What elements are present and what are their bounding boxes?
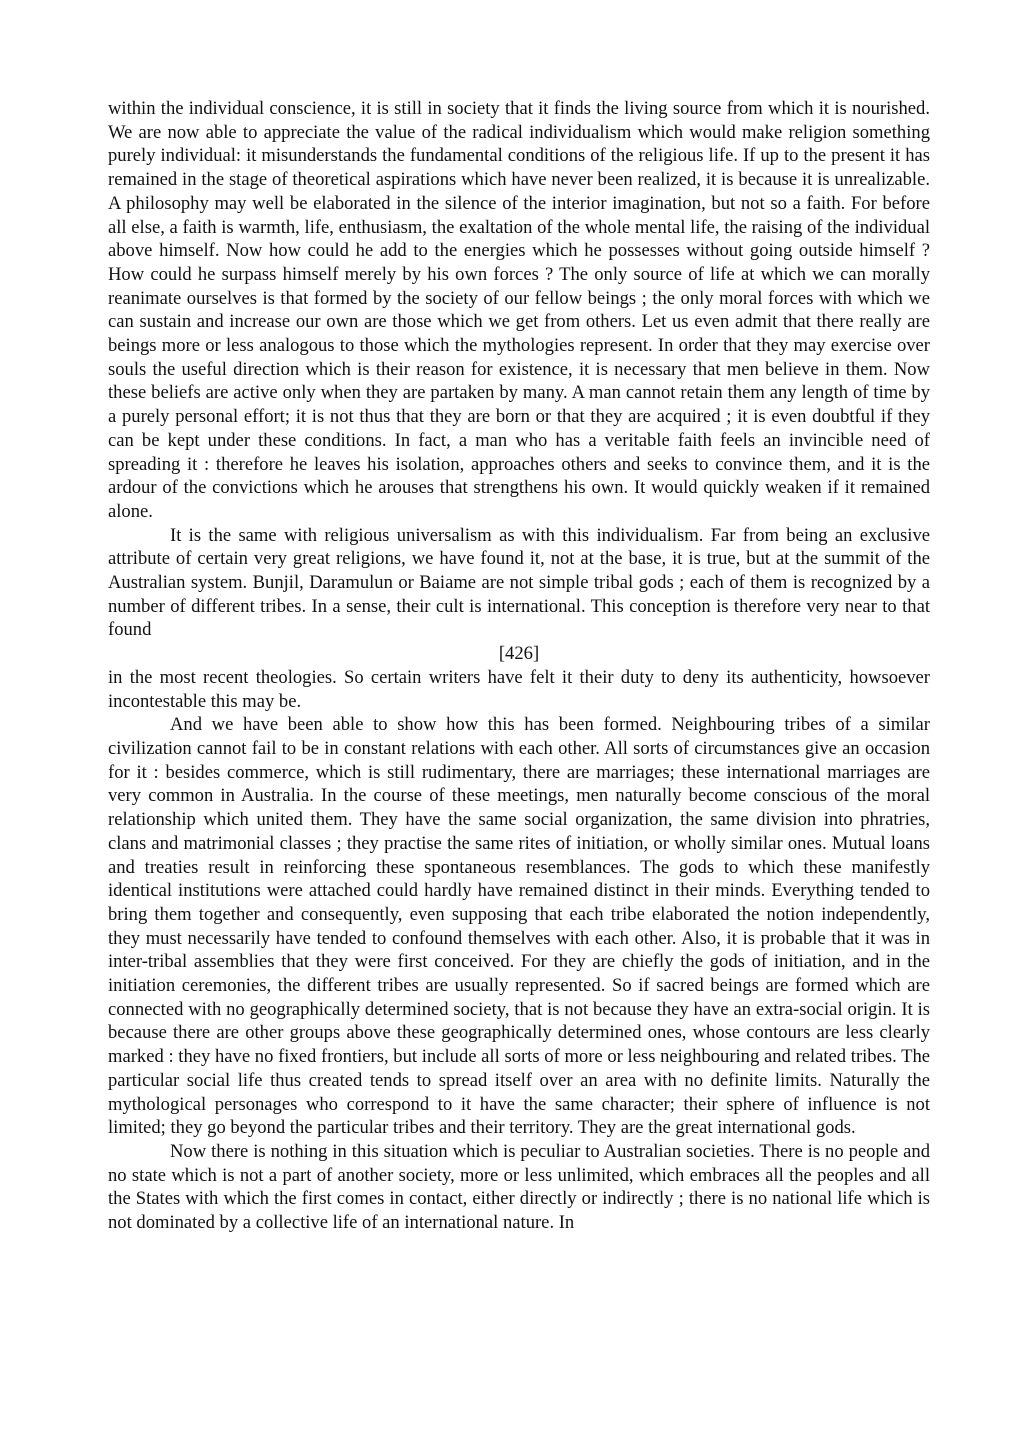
paragraph-continuation: in the most recent theologies. So certain writers have felt it their duty to deny its authenticity, howsoever incontestable this may be. [108,666,930,712]
document-page [108,97,930,1235]
paragraph-international: Now there is nothing in this situation which is peculiar to Australian societies. There is no people and no state which is not a part of another society, more or less unlimited, which embraces all the peoples and all the States with which the first comes in contact, either directly or indirectly ; there is no national life which is not dominated by a collective life of an international nature. In [108,1140,930,1234]
page-number: [426] [498,643,540,665]
paragraph-formation: And we have been able to show how this has been formed. Neighbouring tribes of a similar civilization cannot fail to be in constant relations with each other. All sorts of circumstances give an occasion for it : besides commerce, which is still rudimentary, there are marriages; these international marriages are very common in Australia. In the course of these meetings, men naturally become conscious of the moral relationship which united them. They have the same social organization, the same division into phratries, clans and matrimonial classes ; they practise the same rites of initiation, or wholly similar ones. Mutual loans and treaties result in reinforcing these spontaneous resemblances. The gods to which these manifestly identical institutions were attached could hardly have remained distinct in their minds. Everything tended to bring them together and consequently, even supposing that each tribe elaborated the notion independently, they must necessarily have tended to confound themselves with each other. Also, it is probable that it was in inter-tribal assemblies that they were first conceived. For they are chiefly the gods of initiation, and in the initiation ceremonies, the different tribes are usually represented. So if sacred beings are formed which are connected with no geographically determined society, that is not because they have an extra-social origin. It is because there are other groups above these geographically determined ones, whose contours are less clearly marked : they have no fixed frontiers, but include all sorts of more or less neighbouring and related tribes. The particular social life thus created tends to spread itself over an area with no definite limits. Naturally the mythological personages who correspond to it have the same character; their sphere of influence is not limited; they go beyond the particular tribes and their territory. They are the great international gods. [108,714,930,1139]
paragraph-universalism: It is the same with religious universalism as with this individualism. Far from being an exclusive attribute of certain very great religions, we have found it, not at the base, it is true, but at the summit of the Australian system. Bunjil, Daramulun or Baiame are not simple tribal gods ; each of them is recognized by a number of different tribes. In a sense, their cult is international. This conception is therefore very near to that found [108,524,930,641]
paragraph-individualism: within the individual conscience, it is still in society that it finds the living source from which it is nourished. We are now able to appreciate the value of the radical individualism which would make religion something purely individual: it misunderstands the fundamental conditions of the religious life. If up to the present it has remained in the stage of theoretical aspirations which have never been realized, it is because it is unrealizable. A philosophy may well be elaborated in the silence of the interior imagination, but not so a faith. For before all else, a faith is warmth, life, enthusiasm, the exaltation of the whole mental life, the raising of the individual above himself. Now how could he add to the energies which he possesses without going outside himself ? How could he surpass himself merely by his own forces ? The only source of life at which we can morally reanimate ourselves is that formed by the society of our fellow beings ; the only moral forces with which we can sustain and increase our own are those which we get from others. Let us even admit that there really are beings more or less analogous to those which the mythologies represent. In order that they may exercise over souls the useful direction which is their reason for existence, it is necessary that men believe in them. Now these beliefs are active only when they are partaken by many. A man cannot retain them any length of time by a purely personal effort; it is not thus that they are born or that they are acquired ; it is even doubtful if they can be kept under these conditions. In fact, a man who has a veritable faith feels an invincible need of spreading it : therefore he leaves his isolation, approaches others and seeks to convince them, and it is the ardour of the convictions which he arouses that strengthens his own. It would quickly weaken if it remained alone. [108,98,930,522]
